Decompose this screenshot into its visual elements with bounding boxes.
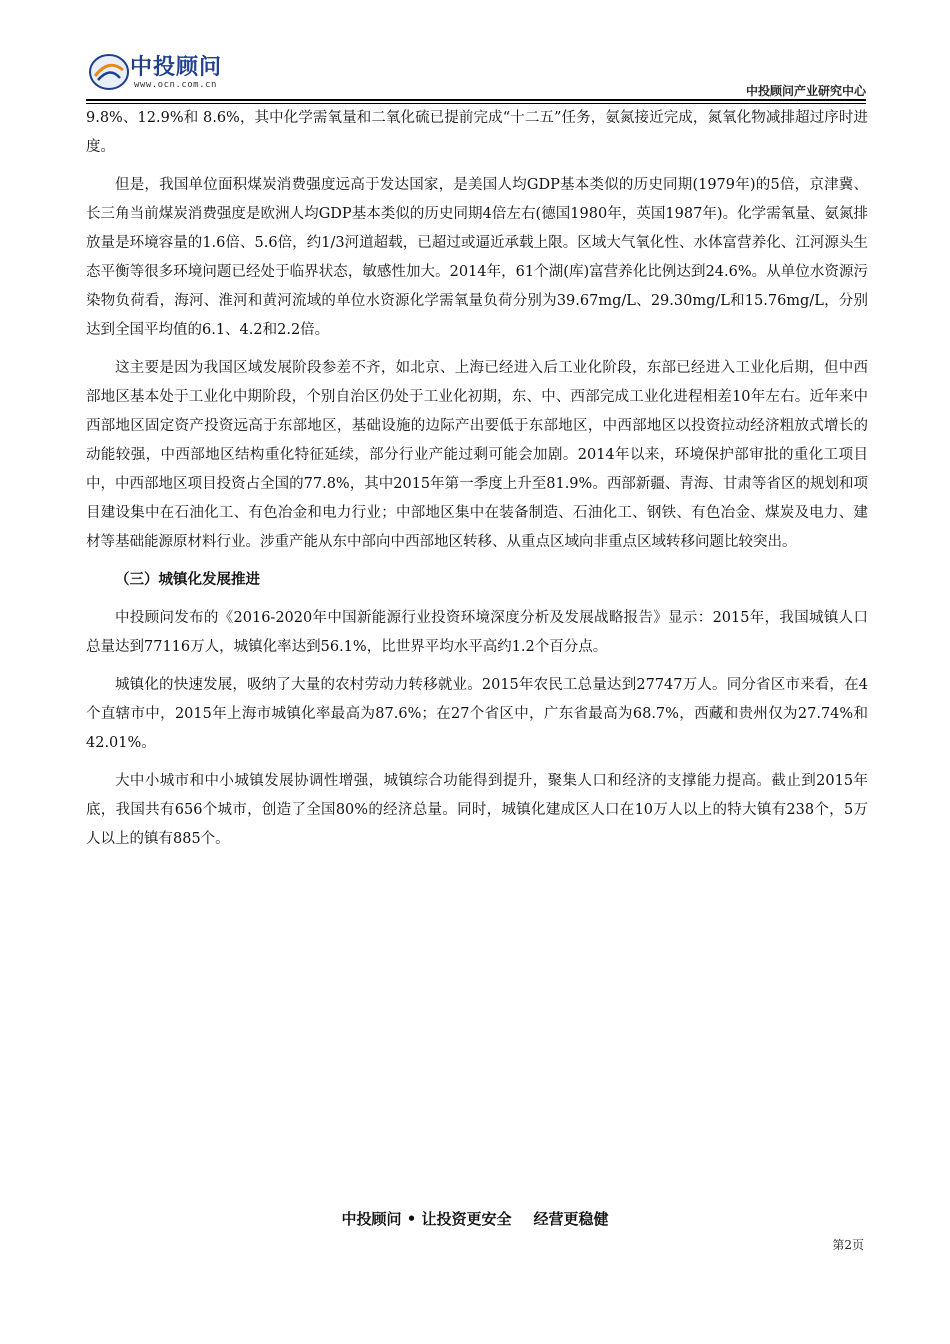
- header-title: 中投顾问产业研究中心: [745, 84, 866, 98]
- header-divider-thick: [86, 99, 866, 101]
- document-body: [86, 104, 868, 854]
- paragraph-2: 但是，我国单位面积煤炭消费强度远高于发达国家，是美国人均GDP基本类似的历史同期(1979年)的5倍，京津冀、长三角当前煤炭消费强度是欧洲人均GDP基本类似的历史同期4倍左右(德国1980年，英国1987年)。化学需氧量、氨氮排放量是环境容量的1.6倍、5.6倍，约1/3河道超载，已超过或逼近承载上限。区域大气氧化性、水体富营养化、江河源头生态平衡等很多环境问题已经处于临界状态，敏感性加大。2014年，61个湖(库)富营养化比例达到24.6%。从单位水资源污染物负荷看，海河、淮河和黄河流域的单位水资源化学需氧量负荷分别为39.67mg/L、29.30mg/L和15.76mg/L，分别达到全国平均值的6.1、4.2和2.2倍。: [86, 177, 868, 338]
- section-heading: （三）城镇化发展推进: [115, 572, 260, 588]
- logo-url: www.ocn.com.cn: [134, 80, 217, 90]
- slogan-part-1: 中投顾问 • 让投资更安全: [341, 1210, 512, 1228]
- paragraph-3: 这主要是因为我国区域发展阶段参差不齐，如北京、上海已经进入后工业化阶段，东部已经进入工业化后期，但中西部地区基本处于工业化中期阶段，个别自治区仍处于工业化初期，东、中、西部完成工业化进程相差10年左右。近年来中西部地区固定资产投资远高于东部地区，基础设施的边际产出要低于东部地区，中西部地区以投资拉动经济粗放式增长的动能较强，中西部地区结构重化特征延续，部分行业产能过剩可能会加剧。2014年以来，环境保护部审批的重化工项目中，中西部地区项目投资占全国的77.8%，其中2015年第一季度上升至81.9%。西部新疆、青海、甘肃等省区的规划和项目建设集中在石油化工、有色冶金和电力行业；中部地区集中在装备制造、石油化工、钢铁、有色冶金、煤炭及电力、建材等基础能源原材料行业。涉重产能从东中部向中西部地区转移、从重点区域向非重点区域转移问题比较突出。: [86, 360, 868, 550]
- page-number: 第2页: [832, 1238, 864, 1252]
- footer-slogan: [0, 1208, 950, 1229]
- company-logo: [86, 44, 246, 96]
- logo-name: 中投顾问: [130, 55, 223, 80]
- ocn-circle-logo-icon: [88, 52, 130, 92]
- page-header: [86, 44, 866, 100]
- paragraph-4: 中投顾问发布的《2016-2020年中国新能源行业投资环境深度分析及发展战略报告》显示：2015年，我国城镇人口总量达到77116万人，城镇化率达到56.1%，比世界平均水平高约1.2个百分点。: [86, 610, 868, 655]
- paragraph-1: 9.8%、12.9%和 8.6%，其中化学需氧量和二氧化硫已提前完成“十二五”任务，氨氮接近完成，氮氧化物减排超过序时进度。: [86, 110, 868, 155]
- paragraph-5: 城镇化的快速发展，吸纳了大量的农村劳动力转移就业。2015年农民工总量达到27747万人。同分省区市来看，在4个直辖市中，2015年上海市城镇化率最高为87.6%；在27个省区中，广东省最高为68.7%，西藏和贵州仅为27.74%和42.01%。: [86, 677, 868, 751]
- paragraph-6: 大中小城市和中小城镇发展协调性增强，城镇综合功能得到提升，聚集人口和经济的支撑能力提高。截止到2015年底，我国共有656个城市，创造了全国80%的经济总量。同时，城镇化建成区人口在10万人以上的特大镇有238个，5万人以上的镇有885个。: [86, 773, 868, 847]
- slogan-part-2: 经营更稳健: [533, 1210, 609, 1228]
